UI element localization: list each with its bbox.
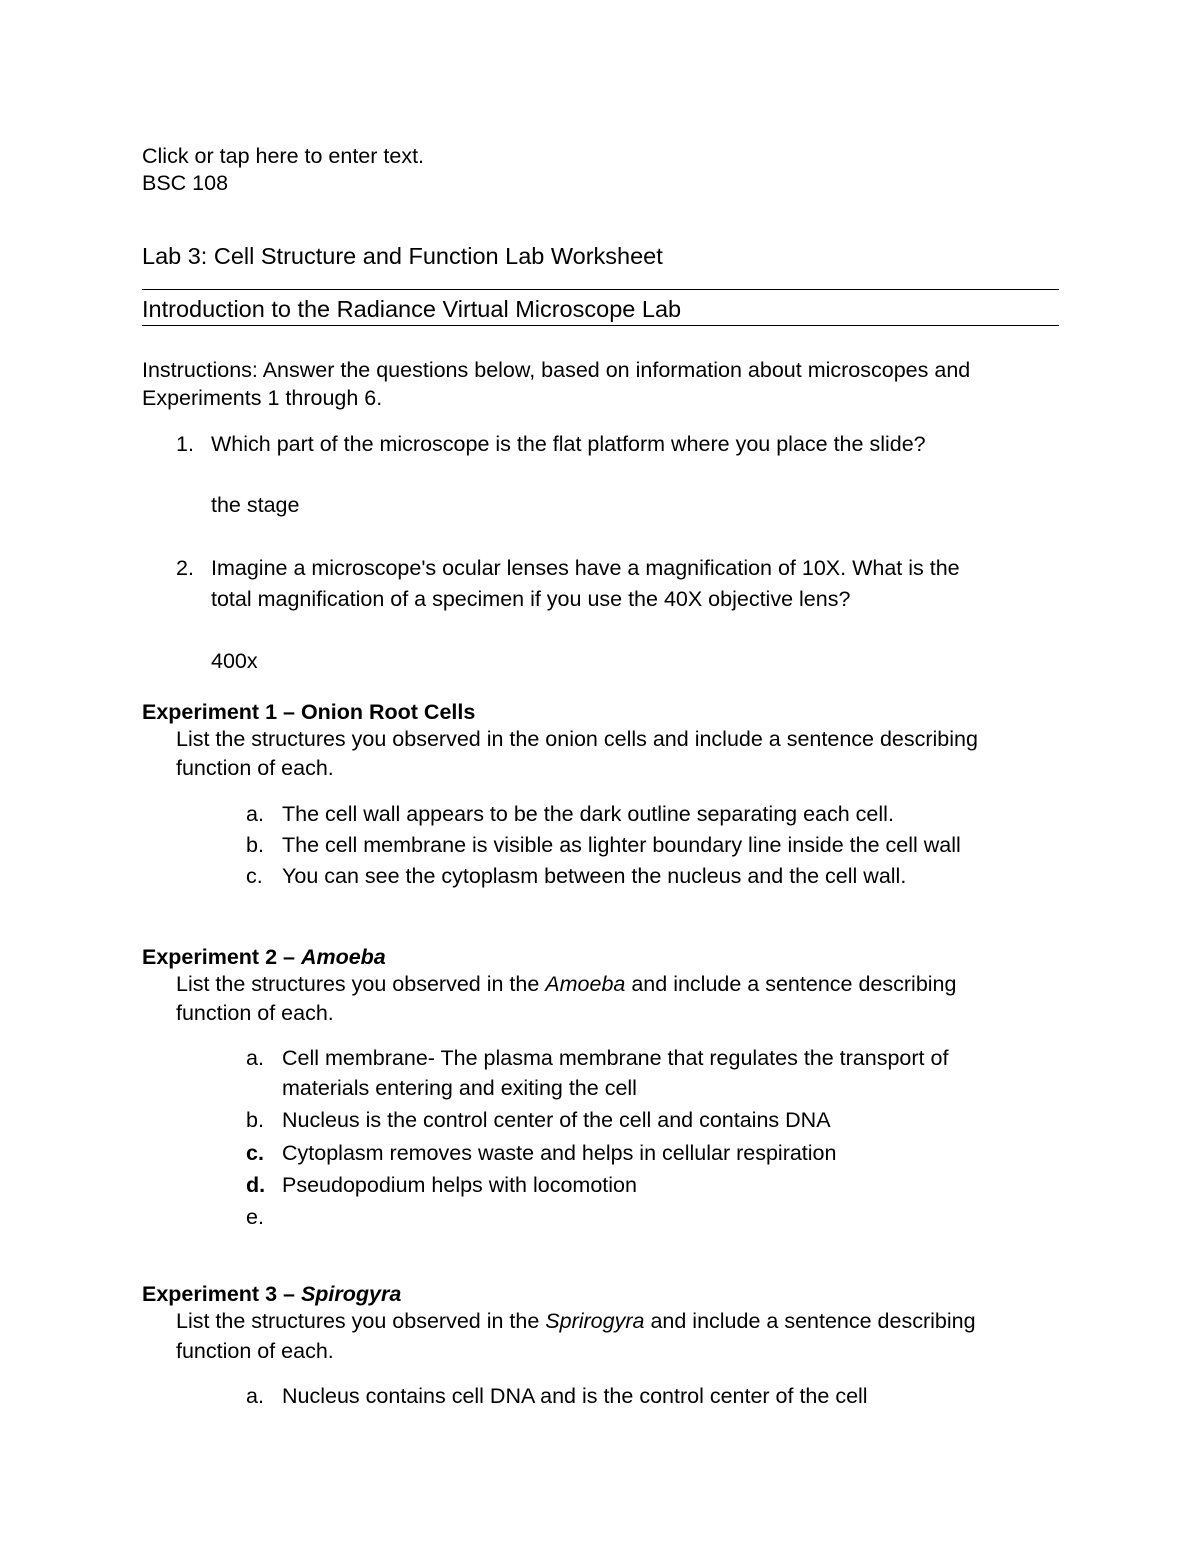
experiment-3-prompt-organism: Sprirogyra [545,1309,645,1333]
question-2-text-line-2: total magnification of a specimen if you use the 40X objective lens? [211,587,851,611]
question-2-number: 2. [176,556,194,580]
experiment-2-item-b-text[interactable]: Nucleus is the control center of the cell and contains DNA [282,1108,831,1132]
experiment-1-heading-name: Onion Root Cells [300,700,476,724]
experiment-2-item-c-label: c. [246,1141,264,1165]
experiment-2-item-a-label: a. [246,1046,264,1070]
experiment-1-prompt-line-1: List the structures you observed in the onion cells and include a sentence describing [176,727,978,751]
experiment-2-prompt-line-1 [176,971,956,997]
experiment-1-item-c-label: c. [246,864,263,888]
experiment-1-item-a-label: a. [246,802,264,826]
experiment-3-heading [142,1281,401,1307]
experiment-2-prompt-line-2: function of each. [176,1001,334,1025]
experiment-2-prompt-post: and include a sentence describing [625,972,957,996]
experiment-2-prompt-organism: Amoeba [545,972,626,996]
experiment-3-prompt-pre: List the structures you observed in the [176,1309,546,1333]
experiment-3-heading-name: Spirogyra [300,1282,402,1306]
question-2-text-line-1: Imagine a microscope's ocular lenses have a magnification of 10X. What is the [211,556,960,580]
experiment-1-item-a-text[interactable]: The cell wall appears to be the dark outline separating each cell. [282,802,894,826]
experiment-1-heading-prefix: Experiment 1 – [142,700,301,724]
experiment-2-heading-prefix: Experiment 2 – [142,945,301,969]
experiment-2-item-e-label: e. [246,1205,264,1229]
experiment-2-prompt-pre: List the structures you observed in the [176,972,546,996]
experiment-1-item-b-text[interactable]: The cell membrane is visible as lighter boundary line inside the cell wall [282,833,961,857]
experiment-1-item-c-text[interactable]: You can see the cytoplasm between the nucleus and the cell wall. [282,864,907,888]
title-divider [142,289,1059,290]
question-1-answer[interactable]: the stage [211,493,300,517]
experiment-1-prompt-line-2: function of each. [176,756,334,780]
experiment-2-heading [142,944,386,970]
subtitle-divider [142,325,1059,326]
worksheet-subtitle: Introduction to the Radiance Virtual Microscope Lab [142,296,682,322]
experiment-3-heading-prefix: Experiment 3 – [142,1282,301,1306]
experiment-2-item-c-text[interactable]: Cytoplasm removes waste and helps in cellular respiration [282,1141,837,1165]
experiment-1-item-b-label: b. [246,833,264,857]
experiment-2-item-a-text[interactable]: Cell membrane- The plasma membrane that regulates the transport of [282,1046,949,1070]
experiment-3-item-a-label: a. [246,1384,264,1408]
worksheet-title: Lab 3: Cell Structure and Function Lab Worksheet [142,243,663,269]
question-1-number: 1. [176,432,194,456]
question-2-answer[interactable]: 400x [211,649,258,673]
question-1-text: Which part of the microscope is the flat platform where you place the slide? [211,432,926,456]
experiment-2-item-a-text-line-2[interactable]: materials entering and exiting the cell [282,1076,637,1100]
experiment-3-prompt-line-2: function of each. [176,1339,334,1363]
instructions-line-2: Experiments 1 through 6. [142,386,383,410]
experiment-2-heading-name: Amoeba [300,945,386,969]
experiment-2-item-d-text[interactable]: Pseudopodium helps with locomotion [282,1173,637,1197]
experiment-2-item-b-label: b. [246,1108,264,1132]
experiment-2-item-d-label: d. [246,1173,266,1197]
experiment-3-prompt-post: and include a sentence describing [644,1309,976,1333]
experiment-3-prompt-line-1 [176,1308,976,1334]
course-code: BSC 108 [142,171,229,195]
experiment-1-heading [142,699,475,725]
experiment-3-item-a-text[interactable]: Nucleus contains cell DNA and is the control center of the cell [282,1384,868,1408]
instructions-line-1: Instructions: Answer the questions below, based on information about microscopes and [142,358,971,382]
name-placeholder-field[interactable]: Click or tap here to enter text. [142,144,425,168]
